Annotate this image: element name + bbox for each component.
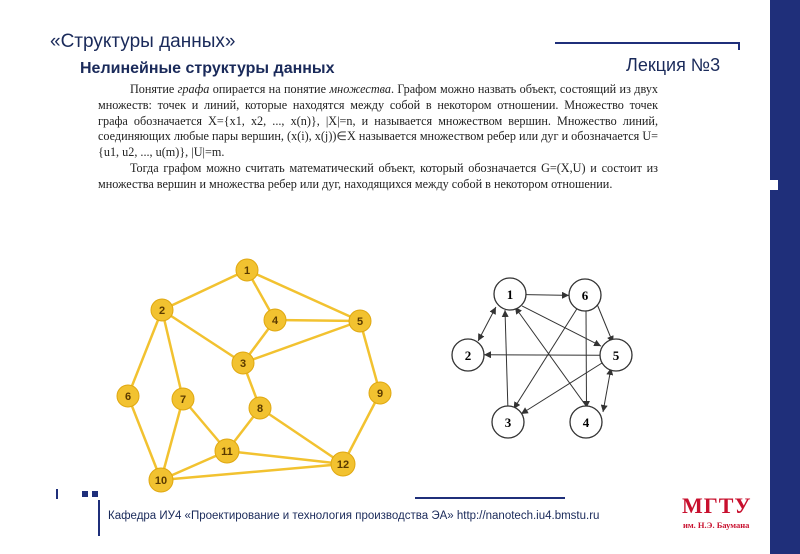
footer-vertical-divider bbox=[98, 500, 100, 536]
svg-text:2: 2 bbox=[464, 348, 472, 363]
directed-graph bbox=[445, 270, 645, 445]
header-divider-tick bbox=[738, 42, 740, 50]
graph-node bbox=[149, 468, 173, 492]
svg-text:4: 4 bbox=[271, 315, 279, 327]
svg-text:2: 2 bbox=[158, 305, 166, 317]
svg-text:11: 11 bbox=[221, 446, 233, 458]
graph-node bbox=[264, 309, 286, 331]
paragraph-1 bbox=[98, 82, 658, 161]
directed-graph-nodes bbox=[452, 278, 632, 438]
graph-node bbox=[172, 388, 194, 410]
digraph-node bbox=[570, 406, 602, 438]
svg-text:5: 5 bbox=[612, 348, 620, 363]
svg-text:3: 3 bbox=[504, 415, 512, 430]
graph-node bbox=[215, 439, 239, 463]
term-graph: графа bbox=[177, 82, 210, 96]
p1-text-c: . Графом можно назвать объект, состоящий из двух множеств: точек и линий, которые находятся между собой в некотором отношении. Множество точек графа обозначается X={x1, x2, ..., x(n)}, |X|=n, и называется множеством вершин. Множество линий, соединяющих любые пары вершин, (x(i), x(j))∈X называется множеством ребер или дуг и обозначается U={u1, u2, ..., u(m)}, |U|=m. bbox=[98, 82, 659, 160]
graph-node bbox=[236, 259, 258, 281]
svg-text:1: 1 bbox=[243, 265, 251, 277]
svg-text:6: 6 bbox=[581, 288, 589, 303]
footer-mark bbox=[56, 489, 58, 499]
svg-text:5: 5 bbox=[356, 316, 364, 328]
p1-text-b: опирается на понятие bbox=[209, 82, 330, 96]
body-text bbox=[98, 82, 658, 193]
digraph-node bbox=[452, 339, 484, 371]
lecture-number: Лекция №3 bbox=[626, 55, 721, 75]
svg-text:6: 6 bbox=[124, 391, 132, 403]
svg-text:8: 8 bbox=[256, 403, 264, 415]
svg-text:4: 4 bbox=[582, 415, 590, 430]
course-title: «Структуры данных» bbox=[50, 31, 236, 52]
right-bar-notch bbox=[770, 180, 778, 190]
undirected-graph bbox=[100, 250, 410, 500]
digraph-node bbox=[492, 406, 524, 438]
svg-text:9: 9 bbox=[376, 388, 384, 400]
graph-node bbox=[331, 452, 355, 476]
graph-node bbox=[349, 310, 371, 332]
right-decor-bar bbox=[770, 0, 800, 554]
undirected-graph-nodes bbox=[117, 259, 391, 492]
graph-node bbox=[117, 385, 139, 407]
university-logo: МГТУ bbox=[682, 493, 752, 518]
term-set: множества bbox=[329, 82, 391, 96]
p1-text-a: Понятие bbox=[130, 82, 178, 96]
svg-text:12: 12 bbox=[336, 459, 350, 471]
directed-graph-arcs bbox=[478, 295, 613, 414]
svg-text:7: 7 bbox=[179, 394, 187, 406]
svg-text:3: 3 bbox=[239, 358, 247, 370]
graph-node bbox=[232, 352, 254, 374]
footer-divider bbox=[415, 497, 565, 499]
slide-title: Нелинейные структуры данных bbox=[80, 60, 335, 77]
digraph-node bbox=[600, 339, 632, 371]
university-logo-subtitle: им. Н.Э. Баумана bbox=[683, 520, 750, 530]
graph-node bbox=[249, 397, 271, 419]
digraph-node bbox=[494, 278, 526, 310]
digraph-node bbox=[569, 279, 601, 311]
svg-text:10: 10 bbox=[154, 475, 168, 487]
paragraph-2: Тогда графом можно считать математический объект, который обозначается G=(X,U) и состоит из множества вершин и множества ребер или дуг, находящихся между собой в некотором отношении. bbox=[98, 160, 658, 191]
graph-node bbox=[369, 382, 391, 404]
header-divider bbox=[555, 42, 740, 44]
svg-text:1: 1 bbox=[506, 287, 514, 302]
footer-department: Кафедра ИУ4 «Проектирование и технология производства ЭА» http://nanotech.iu4.bmstu.ru bbox=[108, 510, 600, 522]
footer-mark bbox=[92, 491, 98, 497]
graph-node bbox=[151, 299, 173, 321]
footer-mark bbox=[82, 491, 88, 497]
